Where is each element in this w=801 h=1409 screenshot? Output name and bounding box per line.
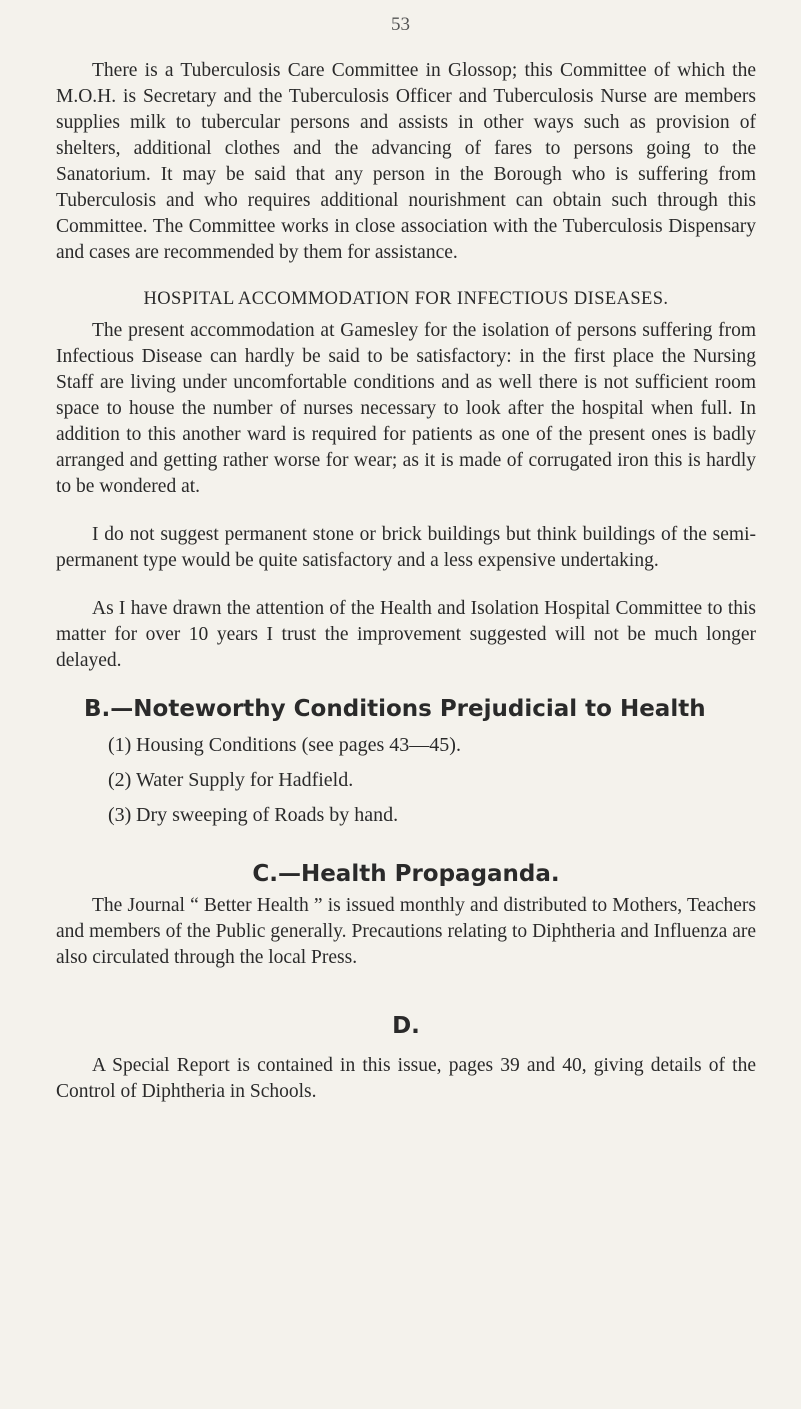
list-item <box>56 728 756 763</box>
list-item-number: (2) <box>108 769 132 791</box>
list-item-text: Dry sweeping of Roads by hand. <box>136 804 399 826</box>
list-item <box>56 763 756 798</box>
list-item-number: (1) <box>108 734 132 756</box>
section-b-list <box>56 728 756 833</box>
section-d-text: A Special Report is contained in this issue, pages 39 and 40, giving details of the Control of Diphtheria in Schools. <box>56 1055 756 1102</box>
section-d-heading: D. <box>392 1013 420 1039</box>
list-item-text: Housing Conditions (see pages 43—45). <box>136 734 461 756</box>
list-item-text: Water Supply for Hadfield. <box>136 769 354 791</box>
paragraph-tb-committee: There is a Tuberculosis Care Committee in Glossop; this Committee of which the M.O.H. is Secretary and the Tuberculosis Officer and Tuberculosis Nurse are members supplies milk to tubercular persons and assists in other ways such as provision of shelters, additional clothes and the advancing of fares to persons going to the Sanatorium. It may be said that any person in the Borough who is suffering from Tuberculosis and who requires additional nourishment can obtain such through this Committee. The Committee works in close association with the Tuberculosis Dispensary and cases are recommended by them for assistance. <box>56 60 756 263</box>
paragraph-suggest: I do not suggest permanent stone or brick buildings but think buildings of the semi-permanent type would be quite satisfactory and a less expensive undertaking. <box>56 524 756 571</box>
section-c-heading: C.—Health Propaganda. <box>252 861 560 887</box>
section-c-text: The Journal “ Better Health ” is issued monthly and distributed to Mothers, Teachers and members of the Public generally. Precautions relating to Diphtheria and Influenza are also circulated through the local Press. <box>56 895 756 968</box>
page-number: 53 <box>391 14 410 35</box>
section-b-heading: B.—Noteworthy Conditions Prejudicial to Health <box>84 696 706 722</box>
paragraph-attention: As I have drawn the attention of the Health and Isolation Hospital Committee to this matter for over 10 years I trust the improvement suggested will not be much longer delayed. <box>56 598 756 671</box>
list-item <box>56 798 756 833</box>
list-item-number: (3) <box>108 804 132 826</box>
page-content <box>56 58 756 1105</box>
paragraph-gamesley: The present accommodation at Gamesley for the isolation of persons suffering from Infectious Disease can hardly be said to be satisfactory: in the first place the Nursing Staff are living under uncomfortable conditions and as well there is not sufficient room space to house the number of nurses necessary to look after the hospital when full. In addition to this another ward is required for patients as one of the present ones is badly arranged and getting rather worse for wear; as it is made of corrugated iron this is hardly to be wondered at. <box>56 320 756 497</box>
heading-hospital-accommodation: HOSPITAL ACCOMMODATION FOR INFECTIOUS DISEASES. <box>143 289 669 309</box>
